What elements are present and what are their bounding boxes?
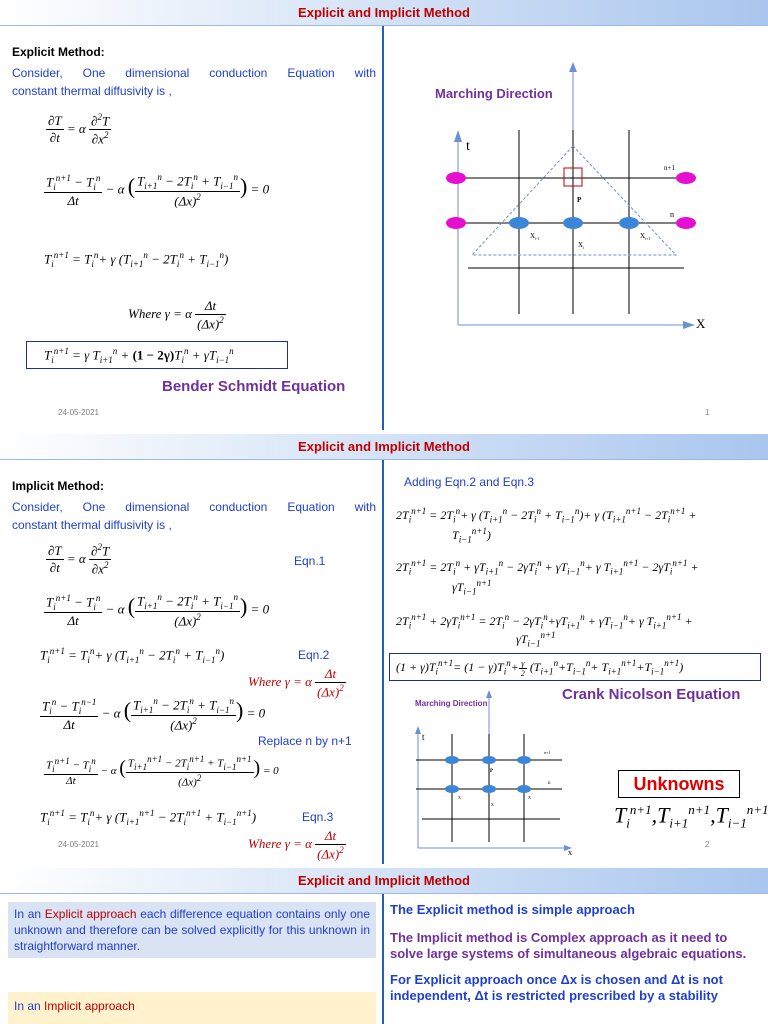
slide-title: Explicit and Implicit Method xyxy=(298,873,470,888)
vertical-divider xyxy=(382,460,384,864)
explicit-approach-box xyxy=(8,902,376,958)
boundary-node xyxy=(676,172,696,184)
comparison-stability: For Explicit approach once Δx is chosen and Δt is not independent, Δt is restricted prescribed by a stability xyxy=(390,972,723,1003)
n-plus-1-label: n+1 xyxy=(544,750,551,755)
grid-node xyxy=(517,756,531,764)
slide-title: Explicit and Implicit Method xyxy=(298,439,470,454)
vertical-divider xyxy=(382,26,384,430)
explicit-grid-figure xyxy=(390,50,710,350)
backward-difference-equation: $\frac{T_i^n - T_i^{n-1}}{\Delta t}$ − α ( $\frac{T_{i+1}^n - 2T_i^n + T_{i-1}^n}{(\Delta x)^2}$ ) = 0 xyxy=(42,696,266,733)
slide-date: 24-05-2021 xyxy=(58,840,99,849)
grid-node xyxy=(445,756,459,764)
implicit-approach-box xyxy=(8,992,376,1024)
grid-node xyxy=(563,217,583,229)
implicit-difference-equation: $\frac{T_i^{n+1} - T_i^n}{\Delta t}$ − α ( $\frac{T_{i+1}^{n+1} - 2T_i^{n+1} + T_{i-1}^{n+1}}{(\Delta x)^2}$ ) = 0 xyxy=(46,754,279,789)
t-axis-label: t xyxy=(466,139,470,154)
box2-em: Implicit approach xyxy=(44,999,135,1013)
intro-line-1: Consider, One dimensional conduction Equation with xyxy=(12,500,376,514)
n-label: n xyxy=(548,781,551,786)
xi-minus-label: $X_{i-1}$ xyxy=(530,232,540,241)
where-label: Where γ = xyxy=(248,836,302,852)
grid-node xyxy=(482,785,496,793)
adding-label: Adding Eqn.2 and Eqn.3 xyxy=(404,475,535,489)
boundary-node xyxy=(446,172,466,184)
box1-pre: In an xyxy=(14,907,45,921)
slide-date: 24-05-2021 xyxy=(58,408,99,417)
heat-equation: $\frac{\partial T}{\partial t}$ = α $\frac{\partial^2T}{\partial x^2}$ xyxy=(48,112,110,147)
where-label: Where γ = xyxy=(128,306,182,322)
xi-label: X xyxy=(491,802,494,807)
box2-pre: In an xyxy=(14,999,45,1013)
unknowns-label: Unknowns xyxy=(633,774,725,794)
intro-line-2: constant thermal diffusivity is , xyxy=(12,518,172,532)
grid-node xyxy=(619,217,639,229)
box1-post: each difference equation contains only one unknown and therefore can be solved explicitly for this unknown in straightforward manner. xyxy=(14,907,370,953)
page-number: 2 xyxy=(705,840,710,849)
p-label: P xyxy=(490,769,494,774)
comparison-explicit: The Explicit method is simple approach xyxy=(390,902,635,917)
slide-title: Explicit and Implicit Method xyxy=(298,5,470,20)
gamma-definition-1: Where γ = α $\frac{\Delta t}{(\Delta x)^2}$ xyxy=(248,666,344,700)
n-label: n xyxy=(670,210,674,219)
page-number: 1 xyxy=(705,408,710,417)
eqn-1-label: Eqn.1 xyxy=(294,554,326,568)
crank-nicolson-equation: $(1 + \gamma)T_i^{n+1}= (1 - \gamma)T_i^n+$ $\frac{\gamma}{2}$ $(T_{i+1}^n+T_{i-1}^n+ T_{i+1}^{n+1}+T_{i-1}^{n+1})$ xyxy=(396,658,684,678)
t-axis-arrow xyxy=(415,726,421,734)
section-heading: Explicit Method: xyxy=(12,45,105,59)
slide-1 xyxy=(0,0,768,430)
unknowns-list: $T_i^{n+1},T_{i+1}^{n+1},T_{i-1}^{n+1}$ xyxy=(614,802,768,831)
sum-equation-2: $2T_i^{n+1} = 2T_i^n + \gamma T_{i+1}^n - 2\gamma T_i^n + \gamma T_{i-1}^n+ \gamma$ $T_{i+1}^{n+1} - 2\gamma T_i^{n+1}$ + xyxy=(396,558,699,577)
section-heading: Implicit Method: xyxy=(12,479,104,493)
gamma-definition-2: Where γ = α $\frac{\Delta t}{(\Delta x)^2}$ xyxy=(248,828,344,862)
grid-node xyxy=(445,785,459,793)
xi-label: $X_i$ xyxy=(578,241,585,250)
marching-direction-label: Marching Direction xyxy=(415,699,488,708)
marching-arrow xyxy=(569,62,577,72)
gamma-definition: Where γ = α $\frac{\Delta t}{(\Delta x)^2}$ xyxy=(128,298,224,332)
eqn-3-label: Eqn.3 xyxy=(302,810,334,824)
finite-difference-equation: $\frac{T_i^{n+1} - T_i^n}{\Delta t}$ − α ( $\frac{T_{i+1}^n - 2T_i^n + T_{i-1}^n}{(\Delta x)^2}$ ) = 0 xyxy=(46,172,270,209)
implicit-grid-figure xyxy=(398,688,594,860)
grid-node xyxy=(509,217,529,229)
replace-label: Replace n by n+1 xyxy=(258,734,352,748)
x-axis-label: x xyxy=(568,848,572,857)
bender-schmidt-equation: $T_i^{n+1} = \gamma$ $T_{i+1}^n + (1 - 2\gamma)T_i^n + \gamma T_{i-1}^n$ xyxy=(44,346,234,365)
slide-title-bar xyxy=(0,434,768,460)
slide-2 xyxy=(0,434,768,864)
box1-em: Explicit approach xyxy=(44,907,137,921)
sum-equation-1-cont: $T_{i-1}^{n+1}$) xyxy=(452,526,491,545)
comparison-text xyxy=(390,902,762,1004)
slide-title-bar xyxy=(0,868,768,894)
xi-minus-label: X xyxy=(458,795,461,800)
sum-equation-3-cont: $\gamma T_{i-1}^{n+1}$ xyxy=(516,630,556,649)
t-axis-arrow xyxy=(454,130,462,142)
marching-arrow xyxy=(486,690,492,698)
boundary-node xyxy=(676,217,696,229)
grid-node xyxy=(517,785,531,793)
t-axis-label: t xyxy=(422,732,425,742)
grid-node xyxy=(482,756,496,764)
explicit-update-equation: $T_i^{n+1} = T_i^n+ \gamma$ $(T_{i+1}^n - 2T_i^n + T_{i-1}^n)$ xyxy=(40,646,225,665)
vertical-divider xyxy=(382,894,384,1024)
where-label: Where γ = xyxy=(248,674,302,690)
result-label: Crank Nicolson Equation xyxy=(562,686,741,703)
heat-equation: $\frac{\partial T}{\partial t}$ = α $\frac{\partial^2T}{\partial x^2}$ xyxy=(48,542,110,577)
finite-difference-equation: $\frac{T_i^{n+1} - T_i^n}{\Delta t}$ − α ( $\frac{T_{i+1}^n - 2T_i^n + T_{i-1}^n}{(\Delta x)^2}$ ) = 0 xyxy=(46,592,270,629)
x-axis-arrow xyxy=(683,321,695,329)
p-label: P xyxy=(577,196,582,204)
implicit-update-equation: $T_i^{n+1} = T_i^n+ \gamma$ $(T_{i+1}^{n+1} - 2T_i^{n+1} + T_{i-1}^{n+1})$ xyxy=(40,808,257,827)
intro-line-2: constant thermal diffusivity is , xyxy=(12,84,172,98)
sum-equation-2-cont: $\gamma T_{i-1}^{n+1}$ xyxy=(452,578,492,597)
xi-plus-label: X xyxy=(528,795,531,800)
unknowns-box xyxy=(618,770,740,798)
marching-direction-label: Marching Direction xyxy=(435,86,553,101)
update-equation: $T_i^{n+1} = T_i^n+ \gamma$ $(T_{i+1}^n - 2T_i^n + T_{i-1}^n)$ xyxy=(44,250,229,269)
xi-plus-label: $X_{i+1}$ xyxy=(640,232,651,241)
sum-equation-1: $2T_i^{n+1} = 2T_i^n+ \gamma$ $(T_{i+1}^n - 2T_i^n + T_{i-1}^n)+ \gamma$ ($T_{i+1}^{n+1} - 2T_i^{n+1}$ + xyxy=(396,506,697,525)
sum-equation-3: $2T_i^{n+1} + 2\gamma T_i^{n+1} = 2T_i^n - 2\gamma T_i^n+\gamma T_{i+1}^n + \gamma T_{i-1}^n+ \gamma$ $T_{i+1}^{n+1}$ + xyxy=(396,612,693,631)
x-axis-label: X xyxy=(696,316,706,331)
intro-line-1: Consider, One dimensional conduction Equation with xyxy=(12,66,376,80)
boundary-node xyxy=(446,217,466,229)
slide-3 xyxy=(0,868,768,1024)
n-plus-1-label: n+1 xyxy=(664,164,675,172)
slide-title-bar xyxy=(0,0,768,26)
eqn-2-label: Eqn.2 xyxy=(298,648,330,662)
result-label: Bender Schmidt Equation xyxy=(162,378,346,395)
comparison-implicit: The Implicit method is Complex approach as it need to solve large systems of simultaneous algebraic equations. xyxy=(390,930,747,961)
